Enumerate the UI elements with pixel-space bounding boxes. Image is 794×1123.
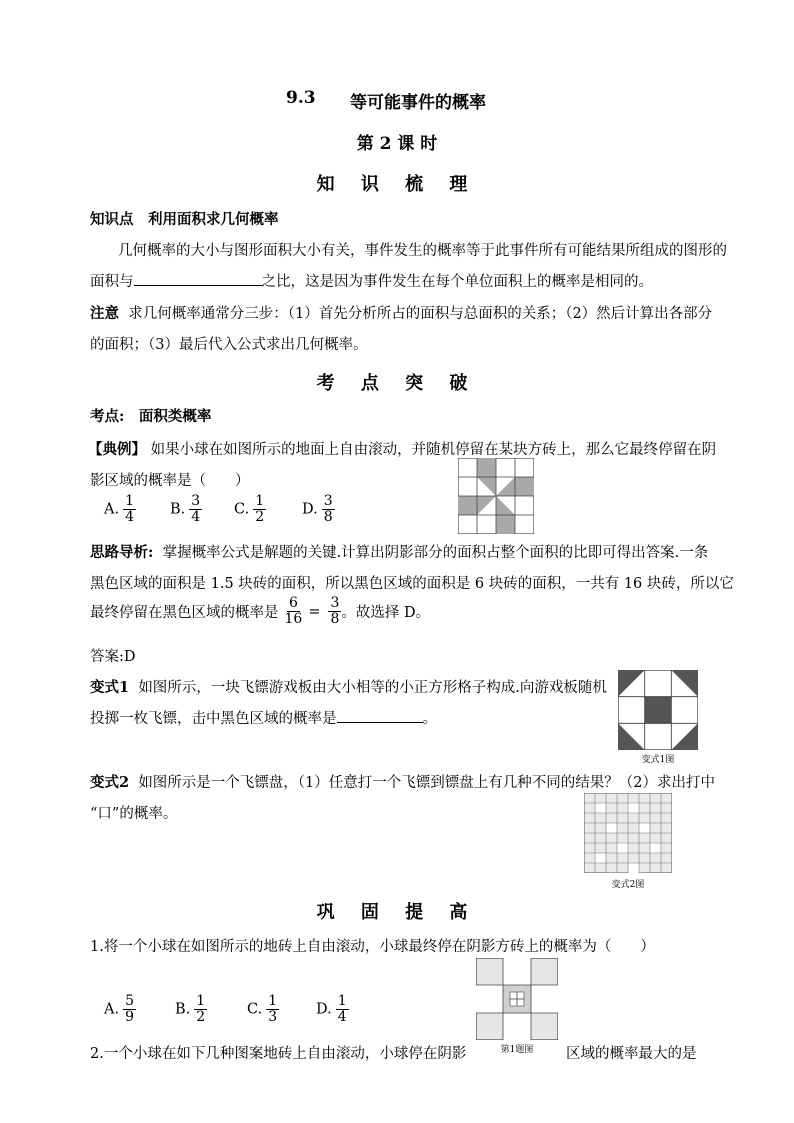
analysis-line1 xyxy=(90,541,708,562)
analysis-line3-post: 。故选择 D。 xyxy=(341,605,431,621)
variant1-end: 。 xyxy=(422,711,437,727)
example-option-b: B. $\frac{3}{4}$ xyxy=(170,493,201,525)
fill-blank[interactable] xyxy=(134,271,262,286)
variant1-text2: 投掷一枚飞镖，击中黑色区域的概率是 xyxy=(90,711,337,727)
variant1-line2 xyxy=(90,707,437,728)
equals-sign: = xyxy=(308,603,321,620)
variant1-text1: 如图所示，一块飞镖游戏板由大小相等的小正方形格子构成.向游戏板随机 xyxy=(138,680,607,696)
variant2-board xyxy=(584,793,672,873)
variant1-caption: 变式1图 xyxy=(641,755,675,765)
consolidate-heading: 巩 固 提 高 xyxy=(316,902,478,923)
q1-figure xyxy=(476,958,558,1058)
example-option-d: D. $\frac{3}{8}$ xyxy=(302,493,333,525)
analysis-frac-2: $\frac{3}{8}$ xyxy=(330,595,340,627)
q1-option-a: A. $\frac{5}{9}$ xyxy=(104,993,135,1025)
analysis-frac-1: $\frac{6}{16}$ xyxy=(284,595,303,627)
note-label: 注意 xyxy=(90,305,119,322)
knowledge-heading: 知 识 梳 理 xyxy=(316,174,478,195)
variant2-line2: “口”的概率。 xyxy=(90,806,178,822)
note-line1 xyxy=(90,302,712,323)
variant2-caption: 变式2图 xyxy=(611,880,645,890)
example-option-c: C. $\frac{1}{2}$ xyxy=(234,493,265,525)
example-line1 xyxy=(88,438,716,459)
knowledge-para-line2 xyxy=(90,270,653,291)
example-tile-figure xyxy=(458,458,534,534)
note-line2: 的面积；（3）最后代入公式求出几何概率。 xyxy=(90,337,368,353)
breakthrough-heading: 考 点 突 破 xyxy=(316,373,478,394)
para-line2-post: 之比，这是因为事件发生在每个单位面积上的概率是相同的。 xyxy=(261,274,653,290)
example-line2: 影区域的概率是（ ） xyxy=(90,473,250,489)
note-text1: 求几何概率通常分三步：（1）首先分析所占的面积与总面积的关系；（2）然后计算出各部分 xyxy=(128,306,713,322)
knowledge-point-title: 知识点 利用面积求几何概率 xyxy=(90,211,279,228)
analysis-label: 思路导析: xyxy=(90,544,154,561)
question2-text-post: 区域的概率最大的是 xyxy=(566,1046,697,1062)
knowledge-para-line1: 几何概率的大小与图形面积大小有关，事件发生的概率等于此事件所有可能结果所组成的图形的 xyxy=(118,243,727,259)
example-text1: 如果小球在如图所示的地面上自由滚动，并随机停留在某块方砖上，那么它最终停留在阴 xyxy=(150,442,717,458)
lesson-label: 第 2 课 时 xyxy=(356,134,438,154)
answer: 答案:D xyxy=(90,649,136,665)
variant2-line1 xyxy=(90,771,715,792)
page-title: 等可能事件的概率 xyxy=(350,93,486,113)
variant2-label: 变式2 xyxy=(90,774,130,791)
topic-title: 考点: 面积类概率 xyxy=(90,408,212,425)
variant1-line1 xyxy=(90,676,607,697)
question2-text-pre: 2.一个小球在如下几种图案地砖上自由滚动，小球停在阴影 xyxy=(90,1046,467,1062)
analysis-line3 xyxy=(90,596,430,627)
question1-text: 1.将一个小球在如图所示的地砖上自由滚动，小球最终停在阴影方砖上的概率为（ ） xyxy=(90,939,655,955)
section-number: 9.3 xyxy=(286,88,316,108)
q1-tile-board xyxy=(476,958,558,1040)
analysis-line2: 黑色区域的面积是 1.5 块砖的面积，所以黑色区域的面积是 6 块砖的面积，一共有 16 块砖，所以它 xyxy=(90,576,734,592)
variant1-board xyxy=(618,670,698,750)
example-label: 【典例】 xyxy=(88,441,146,458)
analysis-line3-pre: 最终停留在黑色区域的概率是 xyxy=(90,605,279,621)
variant2-text1: 如图所示是一个飞镖盘，（1）任意打一个飞镖到镖盘上有几种不同的结果？（2）求出打中 xyxy=(138,775,716,791)
q1-option-b: B. $\frac{1}{2}$ xyxy=(175,993,206,1025)
variant1-figure xyxy=(618,670,698,765)
q1-caption: 第1题图 xyxy=(500,1045,534,1055)
variant1-label: 变式1 xyxy=(90,679,130,696)
example-option-a: A. $\frac{1}{4}$ xyxy=(104,493,135,525)
variant2-figure xyxy=(584,793,672,891)
para-line2-pre: 面积与 xyxy=(90,274,134,290)
q1-option-d: D. $\frac{1}{4}$ xyxy=(316,993,347,1025)
variant1-blank[interactable] xyxy=(337,708,423,723)
analysis-text1: 掌握概率公式是解题的关键.计算出阴影部分的面积占整个面积的比即可得出答案.一条 xyxy=(162,545,709,561)
q1-option-c: C. $\frac{1}{3}$ xyxy=(247,993,278,1025)
